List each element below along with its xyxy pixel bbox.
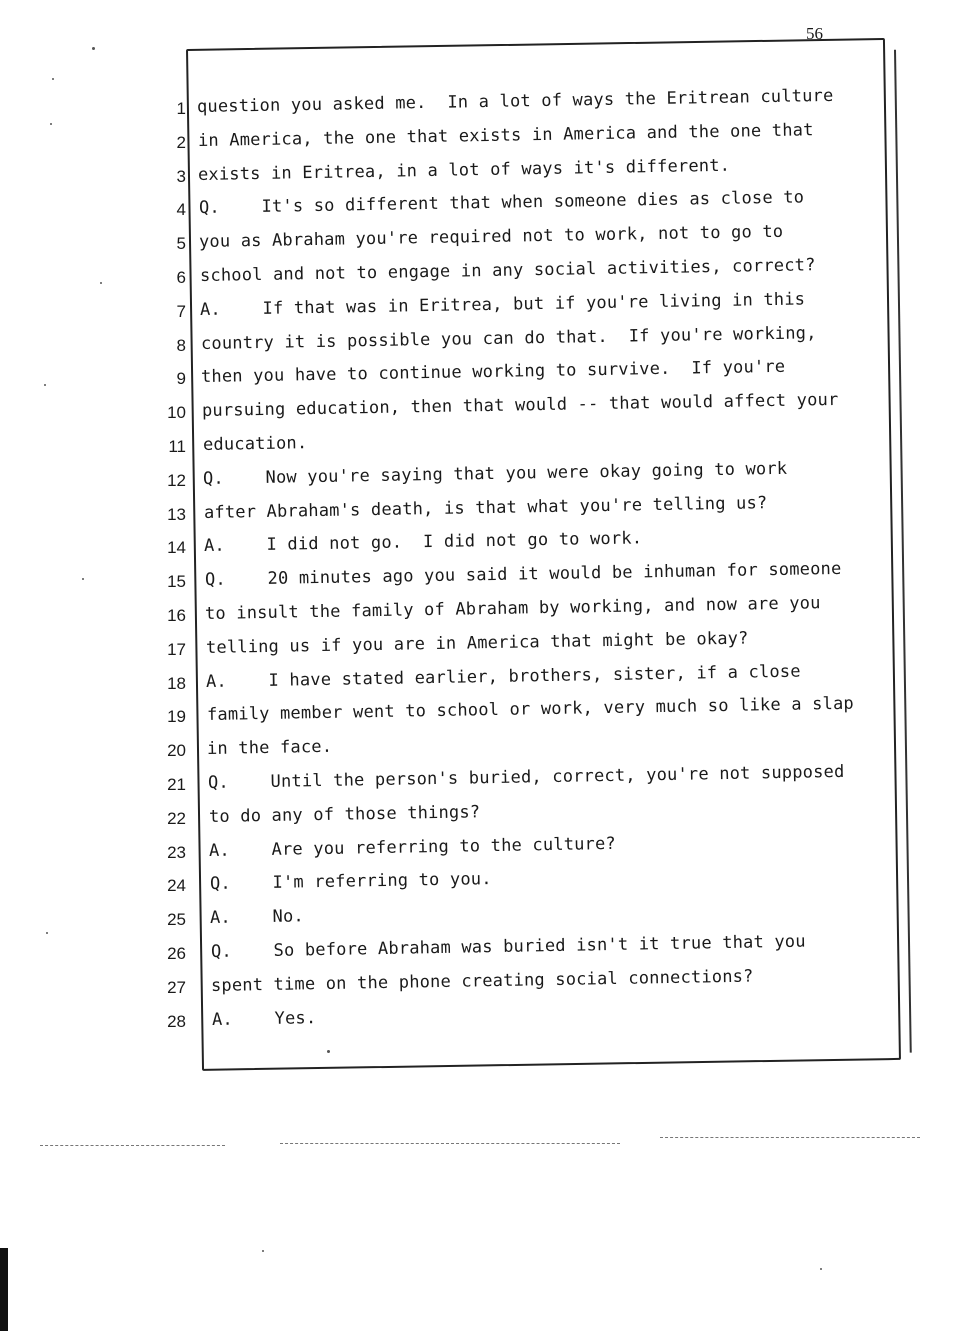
line-number: 9 [176,369,186,389]
transcript-line: Q. 20 minutes ago you said it would be inhuman for someone [204,559,842,591]
transcript-line: A. I did not go. I did not go to work. [203,528,643,557]
line-number: 1 [176,99,186,118]
transcript-line: telling us if you are in America that might be okay? [205,628,749,658]
line-number: 24 [167,876,186,896]
line-number: 14 [167,538,186,558]
line-number: 21 [167,775,186,794]
line-number: 27 [167,977,186,997]
transcript-line: then you have to continue working to survive. If you're [201,357,786,388]
line-number: 17 [167,639,186,659]
line-number: 19 [167,707,186,727]
scan-edge-mark [0,1248,8,1331]
transcript-line: education. [202,433,308,455]
transcript-line: Q. It's so different that when someone dies as close to [198,187,804,219]
transcript-line: school and not to engage in any social activities, correct? [199,255,816,286]
transcript-line: exists in Eritrea, in a lot of ways it's different. [197,155,731,185]
transcript-line: Q. I'm referring to you. [209,869,492,895]
transcript-line: spent time on the phone creating social connections? [211,966,755,996]
scan-speck [44,384,46,386]
page-number: 56 [806,24,823,43]
scan-artifact-line [660,1137,920,1138]
transcript-line: after Abraham's death, is that what you're telling us? [203,492,768,523]
transcript-line: A. If that was in Eritrea, but if you're living in this [200,289,806,320]
transcript-line: question you asked me. In a lot of ways the Eritrean culture [196,85,834,117]
line-number: 28 [167,1011,186,1031]
transcript-line: in America, the one that exists in America and the one that [197,120,814,151]
line-number: 8 [176,335,186,355]
transcript-line: you as Abraham you're required not to work, not to go to [199,221,784,253]
line-number: 25 [167,910,186,930]
transcript-line: A. Are you referring to the culture? [208,833,617,861]
scan-artifact-line [40,1145,225,1146]
line-number: 3 [176,166,186,186]
line-number: 5 [176,234,186,254]
transcript-line: A. No. [210,906,305,929]
transcript-line: Q. So before Abraham was buried isn't it true that you [210,931,806,962]
scan-speck [52,78,54,80]
scan-speck [327,1050,330,1053]
line-number: 23 [167,842,186,862]
line-number: 7 [176,301,186,321]
line-number: 13 [167,504,186,524]
scan-speck [820,1268,822,1270]
transcript-line: to do any of those things? [208,802,480,827]
line-number: 6 [176,268,186,287]
scan-speck [92,47,95,50]
line-number: 12 [167,470,186,490]
transcript-line: Q. Now you're saying that you were okay going to work [202,458,788,489]
line-number: 2 [176,132,186,152]
transcript-line: A. Yes. [211,1007,317,1030]
transcript-line: family member went to school or work, very much so like a slap [206,694,854,726]
transcript-line: to insult the family of Abraham by working, and now are you [205,593,822,624]
scan-speck [262,1250,264,1252]
line-number: 26 [167,944,186,963]
scan-speck [82,578,84,580]
transcript-line: Q. Until the person's buried, correct, you're not supposed [207,761,845,793]
scan-speck [46,932,48,934]
line-number: 10 [167,403,186,423]
transcript-line: A. I have stated earlier, brothers, sister, if a close [206,661,802,692]
line-number: 20 [167,741,186,761]
line-number: 11 [168,437,186,456]
scan-artifact-line [280,1143,620,1144]
transcript-line: in the face. [207,737,333,760]
line-number: 16 [167,606,186,625]
transcript-line: country it is possible you can do that. If you're working, [200,322,817,354]
scan-speck [100,282,102,284]
line-number: 22 [167,808,186,828]
scan-speck [50,123,52,125]
line-number: 15 [167,572,186,592]
line-number: 4 [176,200,186,220]
line-number: 18 [167,673,186,693]
transcript-line: pursuing education, then that would -- that would affect your [201,390,839,422]
